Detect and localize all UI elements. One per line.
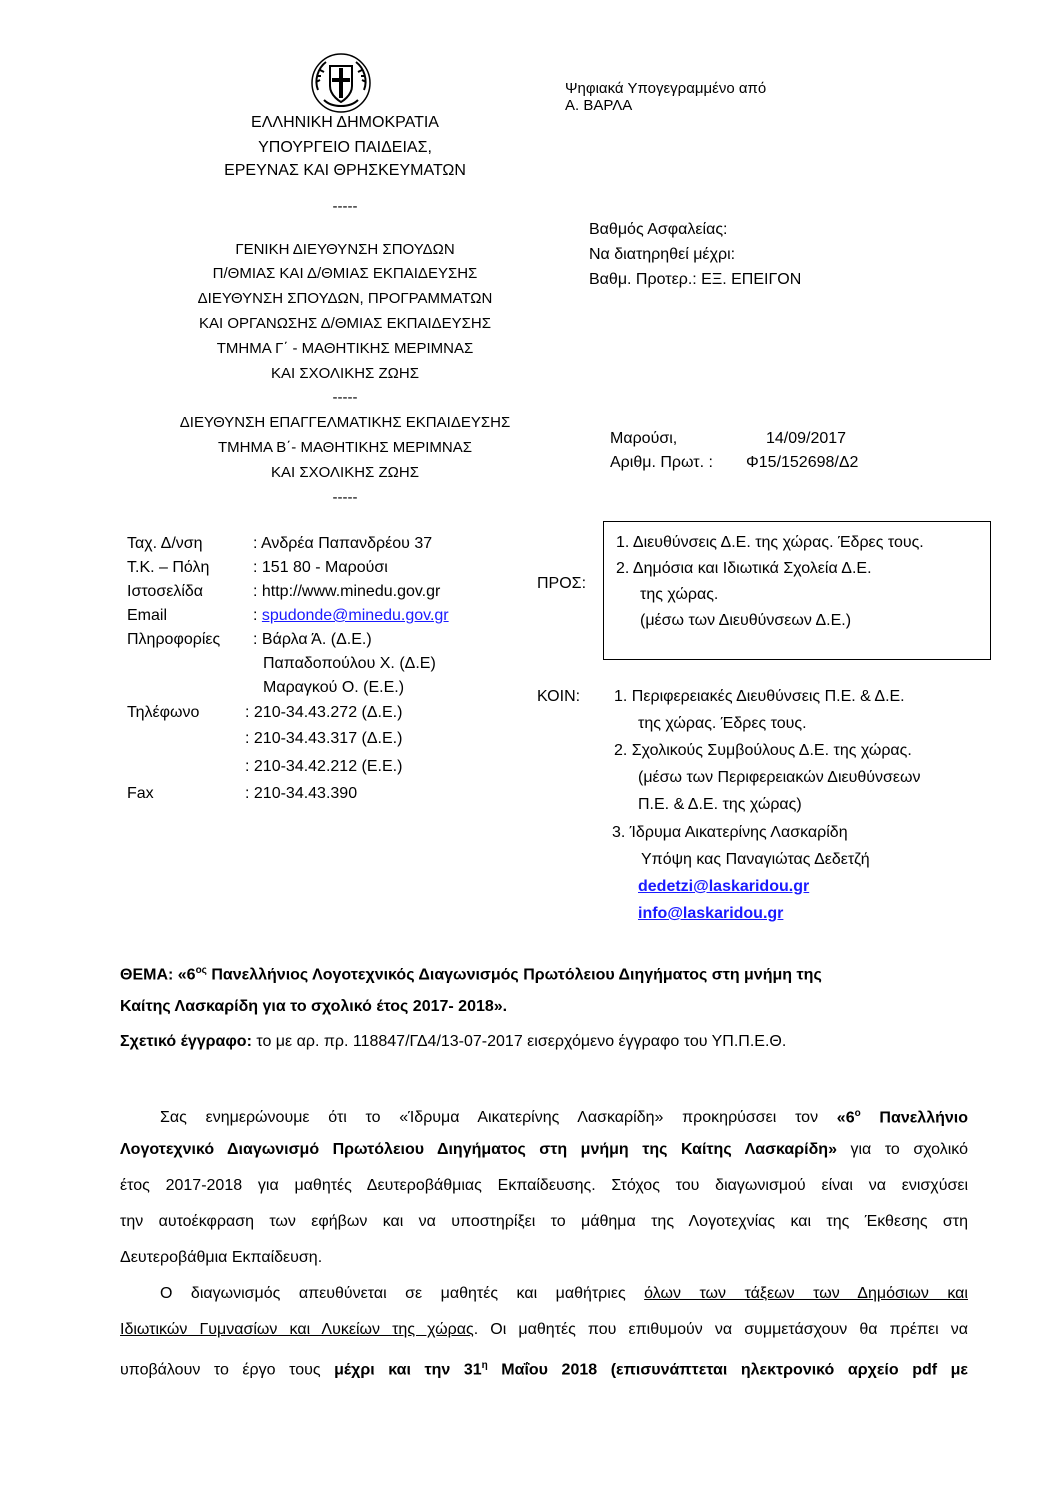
recipients-box	[603, 521, 991, 660]
subject-superscript: ος	[195, 965, 207, 976]
cc-email-link[interactable]: info@laskaridou.gr	[638, 905, 784, 922]
related-document	[120, 1032, 786, 1052]
security-level: Βαθμός Ασφαλείας:	[589, 221, 728, 238]
email-link[interactable]: spudonde@minedu.gov.gr	[261, 607, 449, 624]
subject-text: Πανελλήνιος Λογοτεχνικός Διαγωνισμός Πρωτόλειου Διηγήματος στη μνήμη της	[206, 966, 822, 984]
body-line	[120, 1140, 968, 1160]
dept-line: ΤΜΗΜΑ Β΄- ΜΑΘΗΤΙΚΗΣ ΜΕΡΙΜΝΑΣ	[217, 439, 473, 456]
contact-value: : 210-34.43.317 (Δ.Ε.)	[245, 730, 403, 747]
contact-value: : http://www.minedu.gov.gr	[253, 583, 441, 600]
signature-line: Ψηφιακά Υπογεγραμμένο από	[565, 80, 767, 97]
keep-until: Να διατηρηθεί μέχρι:	[589, 246, 736, 263]
recipient-item: (μέσω των Διευθύνσεων Δ.Ε.)	[640, 612, 852, 629]
priority: Βαθμ. Προτερ.: ΕΞ. ΕΠΕΙΓΟΝ	[589, 271, 802, 288]
contact-label: Ταχ. Δ/νση	[127, 535, 203, 552]
body-bold: μέχρι και την 31	[334, 1361, 482, 1379]
recipient-item: 2. Δημόσια και Ιδιωτικά Σχολεία Δ.Ε.	[616, 560, 872, 577]
cc-item: 2. Σχολικούς Συμβούλους Δ.Ε. της χώρας.	[614, 742, 912, 759]
cc-item: 1. Περιφερειακές Διευθύνσεις Π.Ε. & Δ.Ε.	[614, 688, 905, 705]
dept-line: ΔΙΕΥΘΥΝΣΗ ΣΠΟΥΔΩΝ, ΠΡΟΓΡΑΜΜΑΤΩΝ	[197, 290, 493, 307]
body-text: Ο διαγωνισμός απευθύνεται σε μαθητές και μαθήτριες	[160, 1285, 645, 1302]
contact-label: Email	[127, 607, 168, 624]
contact-value: Μαραγκού Ο. (Ε.Ε.)	[263, 679, 405, 696]
body-underline: όλων των τάξεων των Δημόσιων και	[644, 1285, 968, 1302]
body-text: Σας ενημερώνουμε ότι το «Ίδρυμα Αικατερίνης Λασκαρίδη» προκηρύσσει τον	[160, 1109, 837, 1127]
cc-item: Υπόψη κας Παναγιώτας Δεδετζή	[641, 851, 870, 868]
recipient-item: της χώρας.	[640, 586, 719, 603]
body-line: Δευτεροβάθμια Εκπαίδευση.	[120, 1249, 323, 1266]
cc-label: ΚΟΙΝ:	[537, 688, 581, 705]
email-row	[253, 606, 449, 626]
body-bold: Μαΐου 2018 (επισυνάπτεται ηλεκτρονικό αρχείο pdf με	[487, 1361, 969, 1379]
body-line	[120, 1320, 968, 1340]
body-superscript: ο	[854, 1108, 861, 1119]
related-text: το με αρ. πρ. 118847/ΓΔ4/13-07-2017 εισερχόμενο έγγραφο του ΥΠ.Π.Ε.Θ.	[251, 1033, 787, 1050]
contact-value: : 210-34.43.390	[245, 785, 358, 802]
cc-item: Π.Ε. & Δ.Ε. της χώρας)	[638, 796, 802, 813]
body-line: την αυτοέκφραση των εφήβων και να υποστηρίξει το μάθημα της Λογοτεχνίας και της Έκθεσης στη	[120, 1213, 968, 1230]
greek-emblem-icon	[310, 52, 372, 114]
contact-value: : 210-34.42.212 (Ε.Ε.)	[245, 758, 403, 775]
subject-prefix: ΘΕΜΑ: «6	[120, 966, 196, 984]
place-label: Μαρούσι,	[610, 430, 678, 447]
contact-label: Τηλέφωνο	[127, 704, 200, 721]
dept-line: ΚΑΙ ΣΧΟΛΙΚΗΣ ΖΩΗΣ	[271, 464, 419, 481]
body-bold: Λογοτεχνικό Διαγωνισμό Πρωτόλειου Διηγήματος στη μνήμη της Καίτης Λασκαρίδη»	[120, 1141, 837, 1158]
body-line	[120, 1356, 968, 1380]
dept-line: ΓΕΝΙΚΗ ΔΙΕΥΘΥΝΣΗ ΣΠΟΥΔΩΝ	[235, 241, 455, 258]
subject-line1	[120, 961, 968, 985]
cc-item: της χώρας. Έδρες τους.	[638, 715, 807, 732]
dept-line: ΚΑΙ ΟΡΓΑΝΩΣΗΣ Δ/ΘΜΙΑΣ ΕΚΠΑΙΔΕΥΣΗΣ	[198, 315, 492, 332]
protocol-number: Φ15/152698/Δ2	[746, 454, 859, 471]
separator: -----	[332, 198, 358, 215]
related-label: Σχετικό έγγραφο:	[120, 1033, 252, 1050]
contact-label: Τ.Κ. – Πόλη	[127, 559, 210, 576]
contact-value: : Ανδρέα Παπανδρέου 37	[253, 535, 433, 552]
dept-line: ΤΜΗΜΑ Γ΄ - ΜΑΘΗΤΙΚΗΣ ΜΕΡΙΜΝΑΣ	[216, 340, 474, 357]
contact-value: : 151 80 - Μαρούσι	[253, 559, 388, 576]
subject-line2: Καίτης Λασκαρίδη για το σχολικό έτος 2017- 2018».	[120, 998, 508, 1015]
contact-value: Παπαδοπούλου Χ. (Δ.Ε)	[263, 655, 436, 672]
contact-value: : Βάρλα Ά. (Δ.Ε.)	[253, 631, 372, 648]
cc-item: (μέσω των Περιφερειακών Διευθύνσεων	[638, 769, 921, 786]
body-underline: Ιδιωτικών Γυμνασίων και Λυκείων της χώρας	[120, 1321, 474, 1338]
body-line	[120, 1104, 968, 1128]
contact-value: : 210-34.43.272 (Δ.Ε.)	[245, 704, 403, 721]
body-line: έτος 2017-2018 για μαθητές Δευτεροβάθμιας Εκπαίδευσης. Στόχος του διαγωνισμού είναι να ενισχύσει	[120, 1177, 968, 1194]
dept-line: ΔΙΕΥΘΥΝΣΗ ΕΠΑΓΓΕΛΜΑΤΙΚΗΣ ΕΚΠΑΙΔΕΥΣΗΣ	[179, 414, 511, 431]
body-text: για το σχολικό	[836, 1141, 969, 1158]
protocol-label: Αριθμ. Πρωτ. :	[610, 454, 713, 471]
body-line	[120, 1284, 968, 1304]
signature-name: Α. ΒΑΡΛΑ	[565, 97, 633, 114]
cc-email-link[interactable]: dedetzi@laskaridou.gr	[638, 878, 810, 895]
contact-label: Πληροφορίες	[127, 631, 221, 648]
dept-line: ΚΑΙ ΣΧΟΛΙΚΗΣ ΖΩΗΣ	[271, 365, 419, 382]
recipient-item: 1. Διευθύνσεις Δ.Ε. της χώρας. Έδρες τους.	[616, 534, 924, 551]
separator: -----	[332, 489, 358, 506]
body-text: . Οι μαθητές που επιθυμούν να συμμετάσχουν θα πρέπει να	[473, 1321, 968, 1338]
ministry-line2: ΕΡΕΥΝΑΣ ΚΑΙ ΘΡΗΣΚΕΥΜΑΤΩΝ	[224, 162, 466, 179]
recipients-label: ΠΡΟΣ:	[537, 575, 587, 592]
body-bold: Πανελλήνιο	[860, 1109, 968, 1127]
body-superscript: η	[481, 1360, 488, 1371]
body-text: υποβάλουν το έργο τους	[120, 1361, 335, 1379]
body-bold: «6	[836, 1109, 855, 1127]
ministry-line1: ΥΠΟΥΡΓΕΙΟ ΠΑΙΔΕΙΑΣ,	[258, 139, 432, 156]
contact-label: Ιστοσελίδα	[127, 583, 204, 600]
separator: -----	[332, 389, 358, 406]
cc-item: 3. Ίδρυμα Αικατερίνης Λασκαρίδη	[612, 824, 848, 841]
org-name: ΕΛΛΗΝΙΚΗ ΔΗΜΟΚΡΑΤΙΑ	[251, 114, 439, 131]
contact-label: Fax	[127, 785, 154, 802]
contact-value: :	[253, 607, 262, 624]
dept-line: Π/ΘΜΙΑΣ ΚΑΙ Δ/ΘΜΙΑΣ ΕΚΠΑΙΔΕΥΣΗΣ	[212, 265, 478, 282]
date: 14/09/2017	[766, 430, 847, 447]
